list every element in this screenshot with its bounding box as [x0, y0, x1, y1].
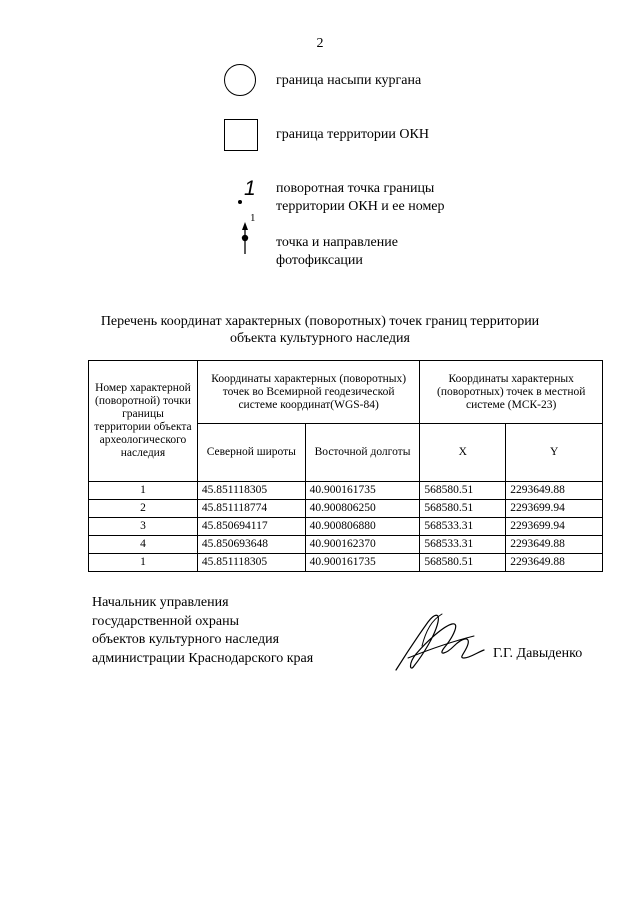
cell-x: 568533.31 — [420, 536, 506, 554]
page-number: 2 — [316, 36, 324, 51]
cell-y: 2293699.94 — [506, 500, 603, 518]
signatory-position — [92, 594, 313, 668]
signatory-position-line4: администрации Краснодарского края — [92, 650, 314, 666]
cell-point-number: 3 — [89, 518, 198, 536]
cell-x: 568580.51 — [420, 482, 506, 500]
handwritten-signature — [388, 606, 488, 676]
cell-longitude: 40.900806250 — [305, 500, 420, 518]
header-point-number: Номер характерной (поворотной) точки границы территории объекта археологического наследия — [89, 361, 198, 482]
cell-y: 2293649.88 — [506, 482, 603, 500]
cell-latitude: 45.850693648 — [197, 536, 305, 554]
cell-latitude: 45.851118305 — [197, 482, 305, 500]
coordinates-table — [88, 360, 603, 572]
cell-longitude: 40.900162370 — [305, 536, 420, 554]
legend-photo-line1: точка и направление — [276, 235, 398, 250]
table-row — [89, 500, 603, 518]
cell-latitude: 45.851118305 — [197, 554, 305, 572]
signatory-name: Г.Г. Давыденко — [493, 646, 583, 661]
cell-latitude: 45.850694117 — [197, 518, 305, 536]
cell-y: 2293649.88 — [506, 536, 603, 554]
cell-y: 2293699.94 — [506, 518, 603, 536]
cell-longitude: 40.900161735 — [305, 482, 420, 500]
photo-point-number: 1 — [250, 212, 256, 224]
header-y: Y — [506, 424, 603, 482]
legend-photo-line2: фотофиксации — [276, 253, 363, 268]
legend-turn-point-line2: территории ОКН и ее номер — [276, 199, 445, 214]
cell-point-number: 1 — [89, 482, 198, 500]
cell-point-number: 4 — [89, 536, 198, 554]
table-row — [89, 536, 603, 554]
legend-turn-point-line1: поворотная точка границы — [276, 181, 435, 196]
cell-point-number: 1 — [89, 554, 198, 572]
turn-point-icon — [238, 178, 262, 208]
legend-okn-border: граница территории ОКН — [276, 127, 429, 142]
turn-point-dot-icon — [238, 200, 242, 204]
cell-y: 2293649.88 — [506, 554, 603, 572]
header-longitude: Восточной долготы — [305, 424, 420, 482]
header-x: X — [420, 424, 506, 482]
header-wgs-coordinates: Координаты характерных (поворотных) точек во Всемирной геодезической системе координат(WGS-84) — [197, 361, 419, 424]
cell-latitude: 45.851118774 — [197, 500, 305, 518]
table-row — [89, 554, 603, 572]
table-caption-line1: Перечень координат характерных (поворотных) точек границ территории — [100, 314, 540, 329]
photo-point-icon — [234, 212, 264, 258]
table-row — [89, 482, 603, 500]
cell-x: 568580.51 — [420, 554, 506, 572]
cell-x: 568533.31 — [420, 518, 506, 536]
signatory-position-line2: государственной охраны — [92, 613, 240, 629]
cell-longitude: 40.900161735 — [305, 554, 420, 572]
okn-border-square-icon — [224, 119, 258, 151]
cell-point-number: 2 — [89, 500, 198, 518]
signatory-position-line1: Начальник управления — [92, 595, 229, 610]
table-row — [89, 518, 603, 536]
header-latitude: Северной широты — [197, 424, 305, 482]
signatory-position-line3: объектов культурного наследия — [92, 632, 280, 647]
cell-x: 568580.51 — [420, 500, 506, 518]
legend-mound-border: граница насыпи кургана — [276, 73, 422, 88]
turn-point-number: 1 — [244, 177, 256, 200]
legend-turn-point — [276, 180, 445, 216]
legend-photo — [276, 234, 398, 270]
table-caption — [60, 313, 580, 347]
photo-direction-arrow-icon — [234, 212, 264, 258]
cell-longitude: 40.900806880 — [305, 518, 420, 536]
table-caption-line2: объекта культурного наследия — [230, 331, 410, 346]
mound-border-circle-icon — [224, 64, 256, 96]
header-msk-coordinates: Координаты характерных (поворотных) точек в местной системе (МСК-23) — [420, 361, 603, 424]
